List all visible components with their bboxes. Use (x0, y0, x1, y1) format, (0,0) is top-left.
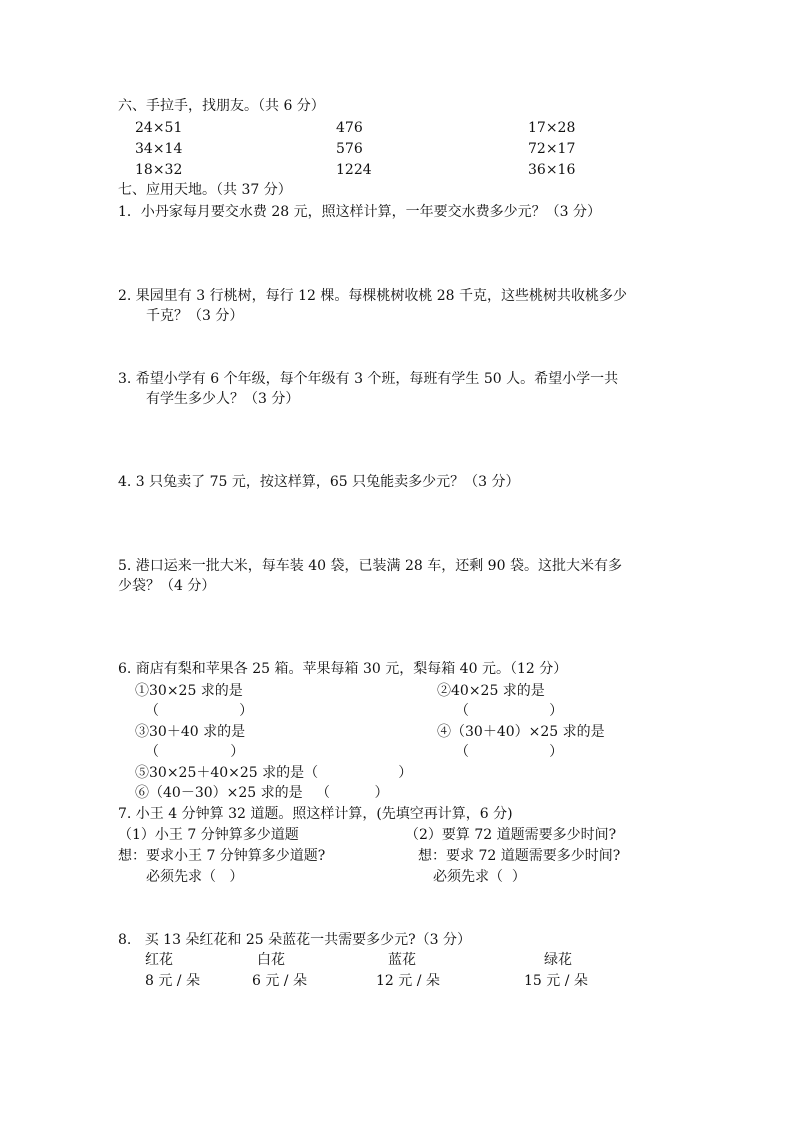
result-cell: 476 (336, 120, 363, 136)
expression-cell: 24×51 (135, 120, 183, 136)
flower-price: 15 元 / 朵 (524, 973, 588, 989)
expression-cell: 34×14 (135, 141, 183, 157)
question-8-stem: 8. 买 13 朵红花和 25 朵蓝花一共需要多少元?（3 分） (118, 932, 471, 948)
sub-question-1: ①30×25 求的是 (135, 683, 243, 699)
flower-price: 12 元 / 朵 (376, 973, 440, 989)
flower-name: 红花 (145, 952, 173, 968)
question-3-line-1: 3. 希望小学有 6 个年级，每个年级有 3 个班，每班有学生 50 人。希望小学一共 (118, 371, 619, 387)
flower-name: 蓝花 (388, 952, 416, 968)
result-cell: 576 (336, 141, 363, 157)
question-2-line-2: 千克？（3 分） (146, 308, 244, 324)
question-7-think-2: 想：要求 72 道题需要多少时间? (418, 848, 621, 864)
flower-price: 6 元 / 朵 (252, 973, 307, 989)
section-6-heading: 六、手拉手，找朋友。（共 6 分） (118, 98, 325, 114)
question-7-think-1: 想：要求小王 7 分钟算多少道题? (118, 848, 326, 864)
question-4: 4. 3 只兔卖了 75 元，按这样算，65 只兔能卖多少元？（3 分） (118, 474, 520, 490)
question-2-line-1: 2. 果园里有 3 行桃树，每行 12 棵。每棵桃树收桃 28 千克，这些桃树共收桃多少 (118, 288, 628, 304)
section-7-heading: 七、应用天地。（共 37 分） (118, 182, 292, 198)
question-7-part-2: （2）要算 72 道题需要多少时间? (405, 827, 617, 843)
question-7-must-1: 必须先求（ ） (146, 869, 244, 885)
question-3-line-2: 有学生多少人？（3 分） (146, 391, 300, 407)
answer-blank[interactable]: （ ） (145, 744, 245, 760)
sub-question-5: ⑤30×25＋40×25 求的是（ ） (135, 765, 413, 781)
flower-price: 8 元 / 朵 (145, 973, 200, 989)
result-cell: 1224 (336, 162, 372, 178)
question-7-stem: 7. 小王 4 分钟算 32 道题。照这样计算，(先填空再计算，6 分) (118, 806, 513, 822)
flower-name: 绿花 (544, 952, 572, 968)
sub-question-2: ②40×25 求的是 (437, 683, 545, 699)
question-6-stem: 6. 商店有梨和苹果各 25 箱。苹果每箱 30 元，梨每箱 40 元。（12 分） (118, 661, 568, 677)
expression-cell: 72×17 (528, 141, 576, 157)
expression-cell: 36×16 (528, 162, 576, 178)
answer-blank[interactable]: （ ） (455, 703, 564, 719)
sub-question-3: ③30＋40 求的是 (135, 724, 246, 740)
flower-name: 白花 (257, 952, 285, 968)
sub-question-4: ④（30＋40）×25 求的是 (437, 724, 605, 740)
question-7-part-1: （1）小王 7 分钟算多少道题 (118, 827, 299, 843)
answer-blank[interactable]: （ ） (145, 703, 254, 719)
expression-cell: 18×32 (135, 162, 183, 178)
question-1: 1．小丹家每月要交水费 28 元，照这样计算，一年要交水费多少元？（3 分） (118, 204, 601, 220)
expression-cell: 17×28 (528, 120, 576, 136)
sub-question-6: ⑥（40－30）×25 求的是 （ ） (135, 785, 389, 801)
question-5-line-1: 5. 港口运来一批大米，每车装 40 袋，已装满 28 车，还剩 90 袋。这批大米有多 (118, 558, 622, 574)
answer-blank[interactable]: （ ） (455, 744, 564, 760)
question-5-line-2: 少袋？（4 分） (118, 578, 216, 594)
question-7-must-2: 必须先求（ ） (433, 869, 526, 885)
